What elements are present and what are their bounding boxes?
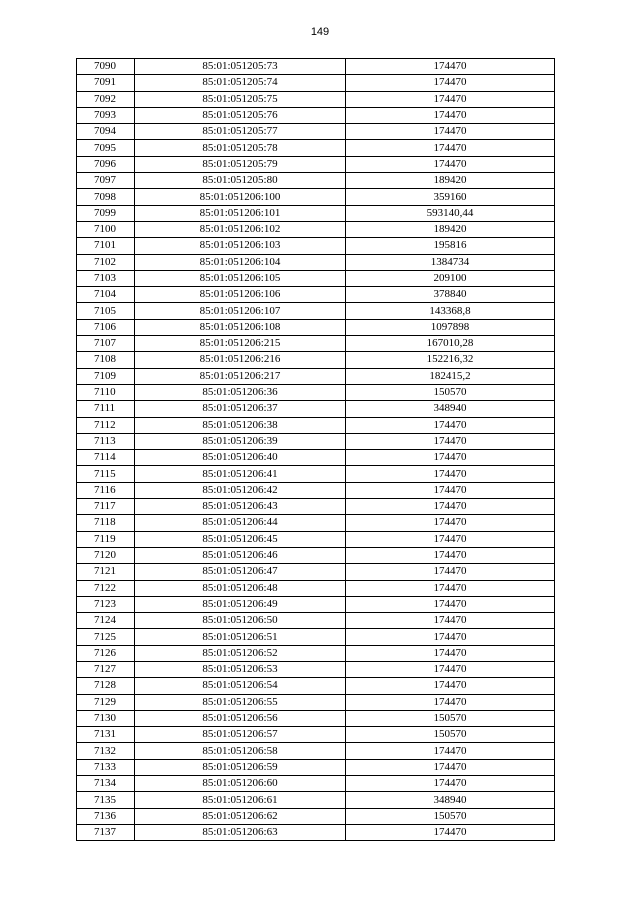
row-number-cell: 7123 — [77, 596, 135, 612]
cadastral-value-cell: 174470 — [346, 694, 555, 710]
row-number-cell: 7104 — [77, 287, 135, 303]
cadastral-value-cell: 174470 — [346, 59, 555, 75]
cadastral-number-cell: 85:01:051206:53 — [135, 661, 346, 677]
table-row — [77, 124, 555, 140]
cadastral-number-cell: 85:01:051206:56 — [135, 710, 346, 726]
table-row — [77, 156, 555, 172]
table-row — [77, 75, 555, 91]
cadastral-number-cell: 85:01:051206:103 — [135, 238, 346, 254]
row-number-cell: 7106 — [77, 319, 135, 335]
cadastral-number-cell: 85:01:051206:62 — [135, 808, 346, 824]
cadastral-number-cell: 85:01:051206:216 — [135, 352, 346, 368]
row-number-cell: 7094 — [77, 124, 135, 140]
cadastral-value-cell: 348940 — [346, 401, 555, 417]
row-number-cell: 7108 — [77, 352, 135, 368]
cadastral-number-cell: 85:01:051206:47 — [135, 564, 346, 580]
row-number-cell: 7098 — [77, 189, 135, 205]
row-number-cell: 7111 — [77, 401, 135, 417]
row-number-cell: 7133 — [77, 759, 135, 775]
cadastral-value-table — [76, 58, 555, 841]
table-row — [77, 336, 555, 352]
table-row — [77, 515, 555, 531]
cadastral-value-cell: 359160 — [346, 189, 555, 205]
cadastral-number-cell: 85:01:051205:76 — [135, 107, 346, 123]
cadastral-number-cell: 85:01:051206:55 — [135, 694, 346, 710]
cadastral-value-cell: 174470 — [346, 156, 555, 172]
table-row — [77, 743, 555, 759]
cadastral-number-cell: 85:01:051206:50 — [135, 613, 346, 629]
table-row — [77, 824, 555, 840]
cadastral-value-cell: 174470 — [346, 515, 555, 531]
cadastral-number-cell: 85:01:051206:38 — [135, 417, 346, 433]
cadastral-value-cell: 174470 — [346, 661, 555, 677]
cadastral-value-cell: 174470 — [346, 482, 555, 498]
row-number-cell: 7125 — [77, 629, 135, 645]
page-number: 149 — [310, 26, 330, 38]
cadastral-number-cell: 85:01:051206:104 — [135, 254, 346, 270]
row-number-cell: 7090 — [77, 59, 135, 75]
table-body — [77, 59, 555, 841]
cadastral-number-cell: 85:01:051205:75 — [135, 91, 346, 107]
cadastral-number-cell: 85:01:051206:49 — [135, 596, 346, 612]
table-row — [77, 466, 555, 482]
cadastral-value-cell: 189420 — [346, 173, 555, 189]
table-row — [77, 221, 555, 237]
row-number-cell: 7115 — [77, 466, 135, 482]
cadastral-number-cell: 85:01:051206:100 — [135, 189, 346, 205]
cadastral-number-cell: 85:01:051206:217 — [135, 368, 346, 384]
cadastral-number-cell: 85:01:051206:106 — [135, 287, 346, 303]
cadastral-value-cell: 174470 — [346, 824, 555, 840]
cadastral-value-cell: 150570 — [346, 727, 555, 743]
cadastral-number-cell: 85:01:051205:78 — [135, 140, 346, 156]
cadastral-value-cell: 174470 — [346, 743, 555, 759]
table-row — [77, 678, 555, 694]
cadastral-number-cell: 85:01:051206:61 — [135, 792, 346, 808]
cadastral-value-cell: 167010,28 — [346, 336, 555, 352]
cadastral-number-cell: 85:01:051206:107 — [135, 303, 346, 319]
table-row — [77, 384, 555, 400]
row-number-cell: 7128 — [77, 678, 135, 694]
table-row — [77, 727, 555, 743]
cadastral-value-cell: 593140,44 — [346, 205, 555, 221]
table-row — [77, 352, 555, 368]
row-number-cell: 7102 — [77, 254, 135, 270]
cadastral-number-cell: 85:01:051205:80 — [135, 173, 346, 189]
cadastral-value-cell: 152216,32 — [346, 352, 555, 368]
table-row — [77, 433, 555, 449]
table-row — [77, 613, 555, 629]
cadastral-value-cell: 174470 — [346, 613, 555, 629]
cadastral-number-cell: 85:01:051206:40 — [135, 450, 346, 466]
table-row — [77, 189, 555, 205]
row-number-cell: 7101 — [77, 238, 135, 254]
cadastral-value-cell: 174470 — [346, 531, 555, 547]
cadastral-number-cell: 85:01:051206:58 — [135, 743, 346, 759]
cadastral-value-cell: 174470 — [346, 580, 555, 596]
cadastral-value-cell: 174470 — [346, 499, 555, 515]
row-number-cell: 7096 — [77, 156, 135, 172]
row-number-cell: 7110 — [77, 384, 135, 400]
cadastral-number-cell: 85:01:051205:73 — [135, 59, 346, 75]
cadastral-value-cell: 209100 — [346, 270, 555, 286]
row-number-cell: 7131 — [77, 727, 135, 743]
row-number-cell: 7103 — [77, 270, 135, 286]
row-number-cell: 7134 — [77, 776, 135, 792]
cadastral-value-cell: 348940 — [346, 792, 555, 808]
row-number-cell: 7121 — [77, 564, 135, 580]
table-row — [77, 140, 555, 156]
cadastral-number-cell: 85:01:051206:36 — [135, 384, 346, 400]
row-number-cell: 7109 — [77, 368, 135, 384]
cadastral-value-cell: 378840 — [346, 287, 555, 303]
table-row — [77, 596, 555, 612]
table-row — [77, 59, 555, 75]
cadastral-number-cell: 85:01:051206:45 — [135, 531, 346, 547]
table-row — [77, 417, 555, 433]
cadastral-value-cell: 143368,8 — [346, 303, 555, 319]
cadastral-value-cell: 182415,2 — [346, 368, 555, 384]
row-number-cell: 7097 — [77, 173, 135, 189]
cadastral-value-cell: 174470 — [346, 645, 555, 661]
table-row — [77, 792, 555, 808]
cadastral-number-cell: 85:01:051206:57 — [135, 727, 346, 743]
table-row — [77, 808, 555, 824]
row-number-cell: 7091 — [77, 75, 135, 91]
cadastral-number-cell: 85:01:051206:51 — [135, 629, 346, 645]
row-number-cell: 7116 — [77, 482, 135, 498]
cadastral-value-cell: 174470 — [346, 678, 555, 694]
table-row — [77, 645, 555, 661]
table-row — [77, 401, 555, 417]
table-row — [77, 531, 555, 547]
cadastral-number-cell: 85:01:051206:60 — [135, 776, 346, 792]
table-row — [77, 661, 555, 677]
cadastral-number-cell: 85:01:051206:63 — [135, 824, 346, 840]
cadastral-value-cell: 174470 — [346, 417, 555, 433]
cadastral-number-cell: 85:01:051205:77 — [135, 124, 346, 140]
row-number-cell: 7124 — [77, 613, 135, 629]
row-number-cell: 7129 — [77, 694, 135, 710]
cadastral-number-cell: 85:01:051206:37 — [135, 401, 346, 417]
table-row — [77, 270, 555, 286]
table-row — [77, 564, 555, 580]
table-row — [77, 303, 555, 319]
table-row — [77, 710, 555, 726]
table-row — [77, 450, 555, 466]
row-number-cell: 7119 — [77, 531, 135, 547]
cadastral-number-cell: 85:01:051206:59 — [135, 759, 346, 775]
row-number-cell: 7130 — [77, 710, 135, 726]
table-row — [77, 254, 555, 270]
table-row — [77, 694, 555, 710]
row-number-cell: 7093 — [77, 107, 135, 123]
cadastral-number-cell: 85:01:051206:42 — [135, 482, 346, 498]
cadastral-value-cell: 1384734 — [346, 254, 555, 270]
cadastral-value-cell: 174470 — [346, 124, 555, 140]
row-number-cell: 7135 — [77, 792, 135, 808]
table-row — [77, 107, 555, 123]
cadastral-value-cell: 1097898 — [346, 319, 555, 335]
cadastral-number-cell: 85:01:051206:39 — [135, 433, 346, 449]
cadastral-number-cell: 85:01:051206:43 — [135, 499, 346, 515]
cadastral-value-cell: 174470 — [346, 75, 555, 91]
cadastral-number-cell: 85:01:051206:41 — [135, 466, 346, 482]
row-number-cell: 7126 — [77, 645, 135, 661]
cadastral-number-cell: 85:01:051206:105 — [135, 270, 346, 286]
cadastral-value-cell: 150570 — [346, 384, 555, 400]
cadastral-value-cell: 174470 — [346, 466, 555, 482]
cadastral-value-cell: 174470 — [346, 564, 555, 580]
table-row — [77, 287, 555, 303]
table-row — [77, 499, 555, 515]
cadastral-number-cell: 85:01:051206:102 — [135, 221, 346, 237]
row-number-cell: 7092 — [77, 91, 135, 107]
row-number-cell: 7107 — [77, 336, 135, 352]
table-row — [77, 759, 555, 775]
row-number-cell: 7113 — [77, 433, 135, 449]
cadastral-value-cell: 174470 — [346, 107, 555, 123]
table-row — [77, 91, 555, 107]
cadastral-number-cell: 85:01:051206:108 — [135, 319, 346, 335]
cadastral-value-cell: 174470 — [346, 776, 555, 792]
row-number-cell: 7136 — [77, 808, 135, 824]
cadastral-number-cell: 85:01:051206:46 — [135, 547, 346, 563]
cadastral-number-cell: 85:01:051205:79 — [135, 156, 346, 172]
cadastral-number-cell: 85:01:051206:48 — [135, 580, 346, 596]
table-row — [77, 238, 555, 254]
table-row — [77, 776, 555, 792]
cadastral-value-cell: 174470 — [346, 547, 555, 563]
row-number-cell: 7099 — [77, 205, 135, 221]
cadastral-value-cell: 174470 — [346, 759, 555, 775]
row-number-cell: 7122 — [77, 580, 135, 596]
row-number-cell: 7132 — [77, 743, 135, 759]
cadastral-value-cell: 150570 — [346, 808, 555, 824]
row-number-cell: 7100 — [77, 221, 135, 237]
row-number-cell: 7105 — [77, 303, 135, 319]
cadastral-number-cell: 85:01:051206:54 — [135, 678, 346, 694]
table-row — [77, 205, 555, 221]
cadastral-value-cell: 174470 — [346, 91, 555, 107]
cadastral-number-cell: 85:01:051206:52 — [135, 645, 346, 661]
row-number-cell: 7120 — [77, 547, 135, 563]
row-number-cell: 7095 — [77, 140, 135, 156]
row-number-cell: 7118 — [77, 515, 135, 531]
cadastral-value-cell: 195816 — [346, 238, 555, 254]
cadastral-number-cell: 85:01:051206:101 — [135, 205, 346, 221]
table-row — [77, 482, 555, 498]
row-number-cell: 7114 — [77, 450, 135, 466]
cadastral-value-cell: 174470 — [346, 629, 555, 645]
cadastral-value-cell: 174470 — [346, 140, 555, 156]
table-row — [77, 173, 555, 189]
table-row — [77, 547, 555, 563]
row-number-cell: 7117 — [77, 499, 135, 515]
cadastral-value-cell: 174470 — [346, 596, 555, 612]
table-row — [77, 580, 555, 596]
cadastral-number-cell: 85:01:051205:74 — [135, 75, 346, 91]
row-number-cell: 7127 — [77, 661, 135, 677]
table-row — [77, 368, 555, 384]
cadastral-value-cell: 174470 — [346, 450, 555, 466]
cadastral-value-cell: 174470 — [346, 433, 555, 449]
cadastral-number-cell: 85:01:051206:44 — [135, 515, 346, 531]
table-row — [77, 629, 555, 645]
row-number-cell: 7112 — [77, 417, 135, 433]
cadastral-value-cell: 189420 — [346, 221, 555, 237]
cadastral-number-cell: 85:01:051206:215 — [135, 336, 346, 352]
row-number-cell: 7137 — [77, 824, 135, 840]
cadastral-value-cell: 150570 — [346, 710, 555, 726]
table-row — [77, 319, 555, 335]
